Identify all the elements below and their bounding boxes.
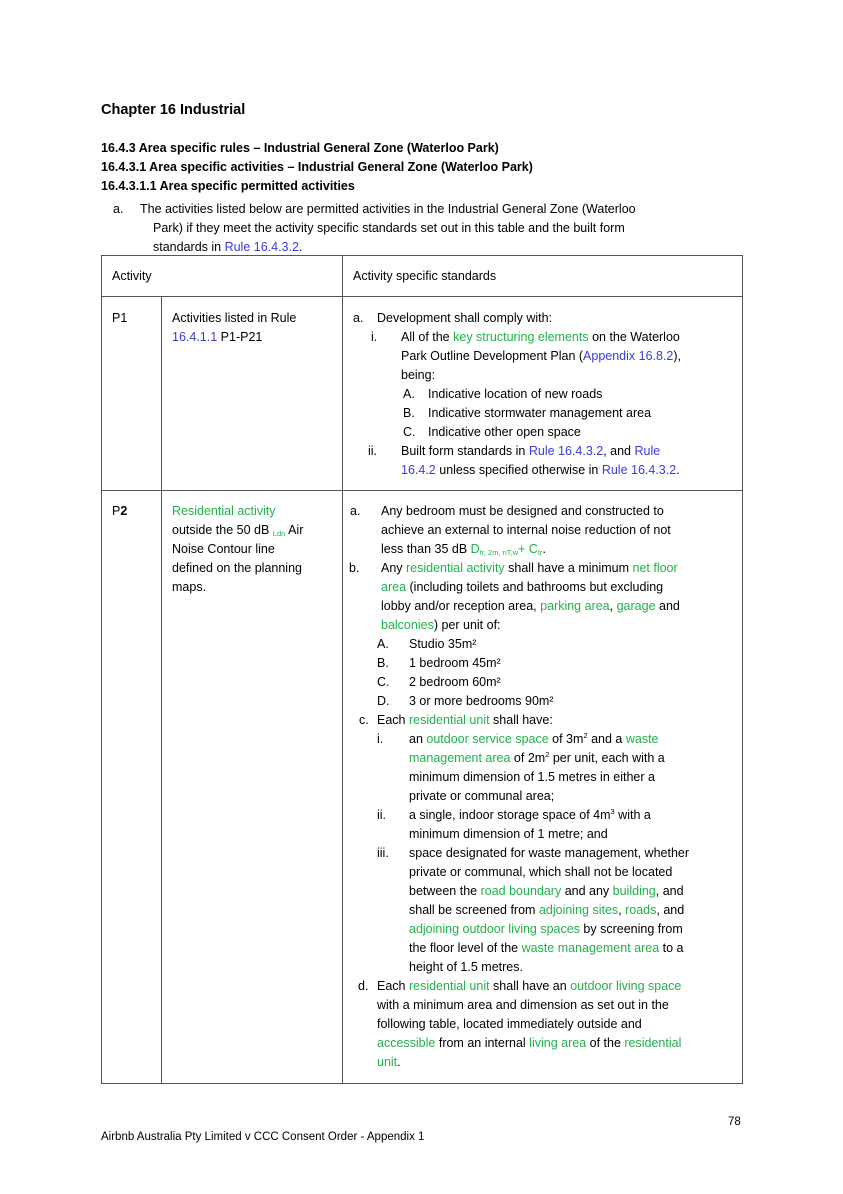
- heading-16-4-3-1-1: 16.4.3.1.1 Area specific permitted activities: [101, 179, 355, 193]
- defined-term[interactable]: garage: [616, 599, 656, 613]
- chapter-title: Chapter 16 Industrial: [101, 102, 246, 118]
- p2-ci-line-4: private or communal area;: [409, 789, 555, 803]
- intro-line-2: Park) if they meet the activity specific standards set out in this table and the built form: [153, 221, 625, 235]
- p2-ci-line-2: management area of $2m^2$ per unit, each with a: [409, 750, 665, 765]
- defined-term[interactable]: outdoor service space: [426, 732, 549, 746]
- p2-d-line-1: Each residential unit shall have an outdoor living space: [377, 979, 682, 993]
- p2-ci-line-3: minimum dimension of 1.5 metres in either a: [409, 770, 655, 784]
- p2-activity-line-4: defined on the planning: [172, 561, 302, 575]
- p2-ciii-line-7: height of 1.5 metres.: [409, 960, 523, 974]
- p2-b-line-3: lobby and/or reception area, parking area, garage and: [381, 599, 680, 613]
- activities-table: [101, 255, 743, 1084]
- defined-term[interactable]: waste: [625, 732, 659, 746]
- page-number: 78: [728, 1116, 741, 1128]
- p2-ciii-line-4: shall be screened from adjoining sites, roads, and: [409, 903, 685, 917]
- defined-term[interactable]: residential unit: [408, 713, 490, 727]
- defined-term[interactable]: residential activity: [406, 561, 505, 575]
- p1-B-text: Indicative stormwater management area: [428, 406, 652, 420]
- p2-bC-text: 2 bedroom 60m²: [409, 675, 501, 689]
- p1-i-marker: i.: [371, 330, 378, 344]
- p2-bB-text: 1 bedroom 45m²: [409, 656, 501, 670]
- p2-bC-marker: C.: [377, 675, 390, 689]
- defined-term[interactable]: accessible: [377, 1036, 436, 1050]
- p1-ii-line-1: Built form standards in Rule 16.4.3.2, and Rule: [401, 444, 661, 458]
- table-row-divider: [102, 490, 742, 491]
- p2-bB-marker: B.: [377, 656, 389, 670]
- p1-activity-line-1: Activities listed in Rule: [172, 311, 297, 325]
- p2-ciii-line-1: space designated for waste management, whether: [409, 846, 690, 860]
- p2-b-line-2: area (including toilets and bathrooms but excluding: [381, 580, 664, 594]
- p2-ciii-marker: iii.: [377, 846, 389, 860]
- p2-d-line-4: accessible from an internal living area of the residential: [377, 1036, 682, 1050]
- p1-i-line-2: Park Outline Development Plan (Appendix 16.8.2),: [401, 349, 682, 363]
- defined-term[interactable]: unit: [377, 1055, 398, 1069]
- p1-C-marker: C.: [403, 425, 416, 439]
- p2-ciii-line-2: private or communal, which shall not be located: [409, 865, 673, 879]
- defined-term[interactable]: Residential activity: [172, 504, 276, 518]
- p1-a-marker: a.: [353, 311, 364, 325]
- p1-A-text: Indicative location of new roads: [428, 387, 603, 401]
- p1-C-text: Indicative other open space: [428, 425, 581, 439]
- defined-term[interactable]: management area: [409, 751, 511, 765]
- p2-activity-line-1: [172, 502, 276, 521]
- p2-a-line-2: achieve an external to internal noise reduction of not: [381, 523, 671, 537]
- p2-d-line-5: unit.: [377, 1055, 401, 1069]
- defined-term[interactable]: net floor: [632, 561, 678, 575]
- rule-link[interactable]: Rule 16.4.3.2: [224, 240, 299, 254]
- p1-B-marker: B.: [403, 406, 415, 420]
- p2-b-marker: b.: [349, 561, 360, 575]
- defined-term[interactable]: waste management area: [521, 941, 660, 955]
- intro-paragraph: [113, 200, 733, 257]
- p2-activity-line-2: outside the 50 dB $_{Ldn}$ Air: [172, 523, 304, 538]
- intro-marker: a.: [113, 202, 124, 216]
- p2-cii-line-1: a single, indoor storage space of $4m^3$ with a: [409, 807, 651, 822]
- p2-ciii-line-6: the floor level of the waste management area to a: [409, 941, 684, 955]
- p2-d-line-2: with a minimum area and dimension as set out in the: [377, 998, 669, 1012]
- p2-bA-text: Studio 35m²: [409, 637, 477, 651]
- appendix-link[interactable]: Appendix 16.8.2: [583, 349, 674, 363]
- rule-link[interactable]: 16.4.1.1: [172, 330, 218, 344]
- table-column-divider: [161, 296, 162, 1084]
- p2-a-line-3: less than 35 dB $D_{tr, 2m, nT,w}+ C_{tr}$.: [381, 542, 546, 557]
- p2-c-marker: c.: [359, 713, 369, 727]
- defined-term[interactable]: area: [381, 580, 407, 594]
- p2-ciii-line-3: between the road boundary and any building, and: [409, 884, 684, 898]
- p2-b-line-1: Any residential activity shall have a minimum net floor: [381, 561, 678, 575]
- rule-link[interactable]: Rule 16.4.3.2: [528, 444, 604, 458]
- p1-code: P1: [112, 311, 128, 325]
- defined-term[interactable]: roads: [625, 903, 657, 917]
- defined-term[interactable]: parking area: [540, 599, 610, 613]
- defined-term[interactable]: road boundary: [480, 884, 562, 898]
- p2-bA-marker: A.: [377, 637, 389, 651]
- rule-link[interactable]: Rule: [634, 444, 661, 458]
- defined-term[interactable]: outdoor living space: [570, 979, 682, 993]
- p1-i-line-3: being:: [401, 368, 436, 382]
- defined-term[interactable]: key structuring elements: [453, 330, 589, 344]
- p2-bD-text: 3 or more bedrooms 90m²: [409, 694, 554, 708]
- header-activity: Activity: [112, 269, 152, 283]
- p1-ii-marker: ii.: [368, 444, 378, 458]
- defined-term[interactable]: residential unit: [408, 979, 490, 993]
- defined-term[interactable]: adjoining sites: [538, 903, 619, 917]
- heading-16-4-3: 16.4.3 Area specific rules – Industrial General Zone (Waterloo Park): [101, 141, 499, 155]
- heading-16-4-3-1: 16.4.3.1 Area specific activities – Industrial General Zone (Waterloo Park): [101, 160, 533, 174]
- defined-term[interactable]: residential: [624, 1036, 682, 1050]
- p2-code: P2: [112, 504, 128, 518]
- p2-a-line-1: Any bedroom must be designed and constructed to: [381, 504, 664, 518]
- header-standards: Activity specific standards: [353, 269, 497, 283]
- intro-line-3: standards in Rule 16.4.3.2.: [153, 240, 303, 254]
- p2-d-marker: d.: [358, 979, 369, 993]
- p1-A-marker: A.: [403, 387, 415, 401]
- intro-line-1: The activities listed below are permitted activities in the Industrial General Zone (Waterloo: [140, 202, 636, 216]
- p1-ii-line-2: 16.4.2 unless specified otherwise in Rule 16.4.3.2.: [401, 463, 680, 477]
- table-row-divider: [102, 296, 742, 297]
- p2-a-marker: a.: [350, 504, 361, 518]
- defined-term[interactable]: adjoining outdoor living spaces: [409, 922, 580, 936]
- defined-term[interactable]: living area: [529, 1036, 587, 1050]
- p2-ci-line-1: an outdoor service space of $3m^2$ and a waste: [409, 731, 659, 746]
- p2-bD-marker: D.: [377, 694, 390, 708]
- footer-text: Airbnb Australia Pty Limited v CCC Consent Order - Appendix 1: [101, 1131, 425, 1143]
- rule-link[interactable]: 16.4.2: [401, 463, 436, 477]
- p2-d-line-3: following table, located immediately outside and: [377, 1017, 642, 1031]
- defined-term[interactable]: building: [612, 884, 656, 898]
- rule-link[interactable]: Rule 16.4.3.2: [601, 463, 677, 477]
- p2-b-line-4: balconies) per unit of:: [381, 618, 501, 632]
- p2-ci-marker: i.: [377, 732, 384, 746]
- p2-c-line-1: Each residential unit shall have:: [377, 713, 553, 727]
- table-column-divider: [342, 256, 343, 1084]
- p2-activity-line-5: maps.: [172, 580, 207, 594]
- p2-cii-line-2: minimum dimension of 1 metre; and: [409, 827, 608, 841]
- p1-i-line-1: All of the key structuring elements on the Waterloo: [401, 330, 680, 344]
- p1-a-text: Development shall comply with:: [377, 311, 553, 325]
- p2-activity-line-3: Noise Contour line: [172, 542, 275, 556]
- p1-activity-line-2: 16.4.1.1 P1-P21: [172, 330, 263, 344]
- p2-cii-marker: ii.: [377, 808, 387, 822]
- p2-ciii-line-5: adjoining outdoor living spaces by screening from: [409, 922, 683, 936]
- defined-term[interactable]: balconies: [381, 618, 434, 632]
